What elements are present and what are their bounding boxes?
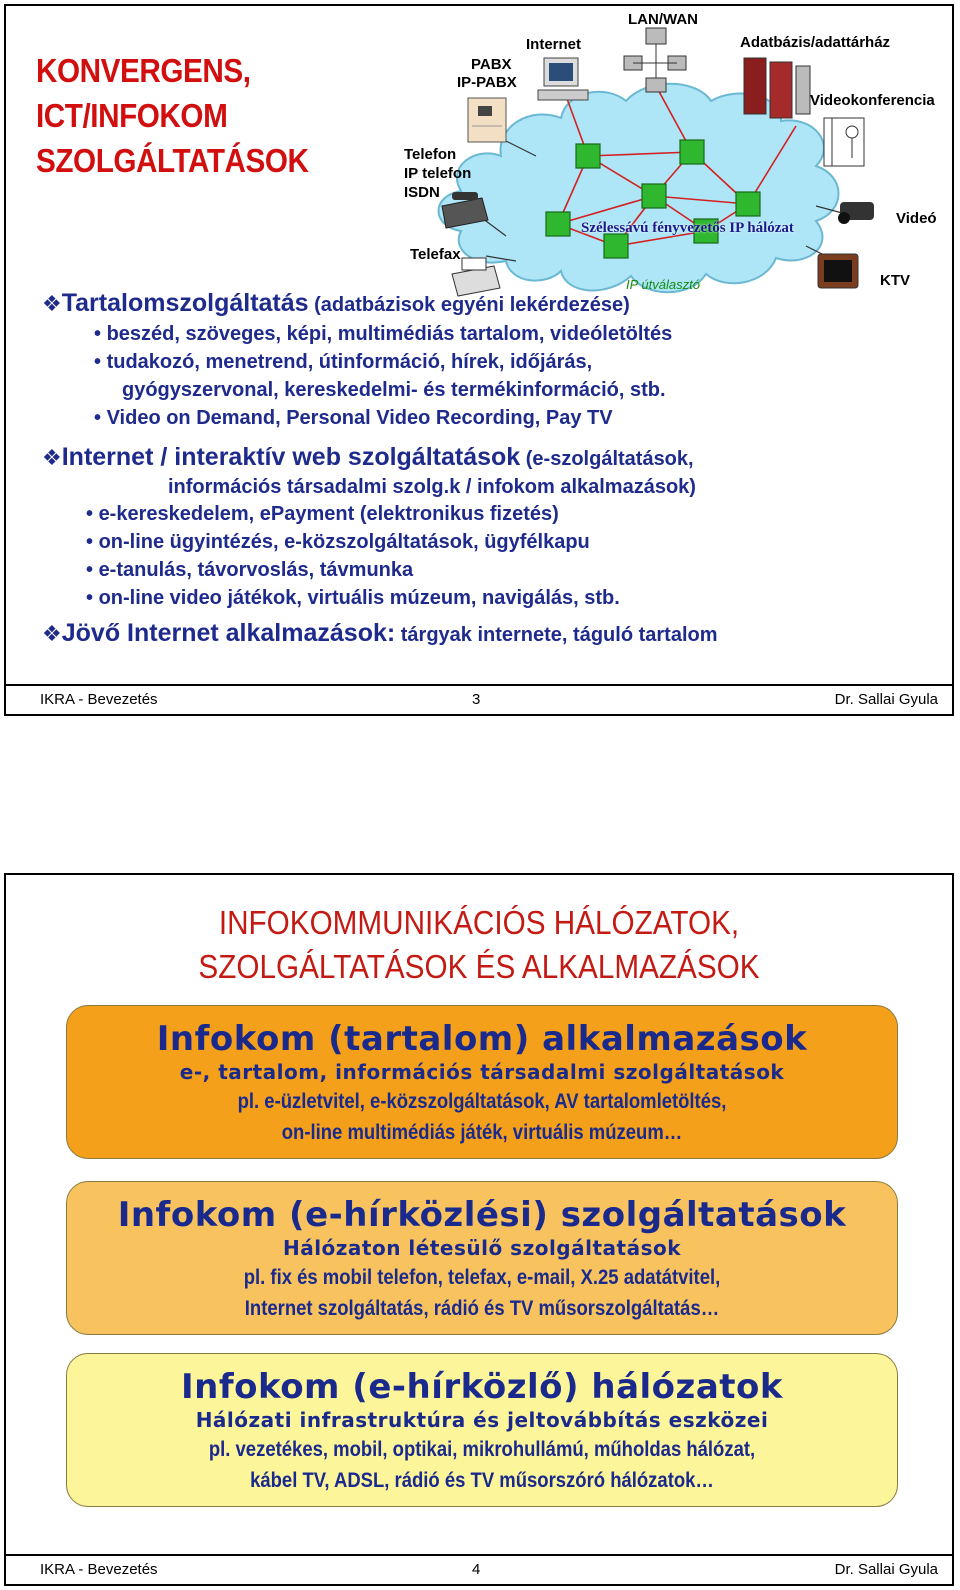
section-heading: Internet / interaktív web szolgáltatások — [61, 443, 521, 471]
ip-pabx-label: IP-PABX — [457, 74, 517, 91]
slide-4 — [4, 873, 954, 1586]
slide-3 — [4, 4, 954, 716]
videoconference-icon — [824, 118, 864, 166]
pabx-label: PABX — [471, 56, 512, 73]
ktv-label: KTV — [880, 272, 910, 289]
tv-icon — [818, 254, 858, 288]
box-line: pl. vezetékes, mobil, optikai, mikrohullámú, műholdas hálózat, — [208, 1438, 756, 1461]
database-label: Adatbázis/adattárház — [740, 34, 891, 51]
isdn-label: ISDN — [404, 184, 440, 201]
router-node — [546, 212, 570, 236]
diamond-bullet-icon: ❖ — [42, 291, 62, 316]
box-title: Infokom (e-hírközlési) szolgáltatások — [117, 1195, 847, 1235]
videoconference-label: Videokonferencia — [810, 92, 935, 109]
router-node — [736, 192, 760, 216]
slide-title — [53, 901, 904, 989]
box-title: Infokom (e-hírközlő) hálózatok — [180, 1367, 783, 1407]
section-heading-continuation: információs társadalmi szolg.k / infokom alkalmazások) — [168, 476, 696, 498]
footer-author: Dr. Sallai Gyula — [834, 1561, 938, 1578]
box-line: on-line multimédiás játék, virtuális múzeum… — [281, 1121, 683, 1144]
title-line-3: SZOLGÁLTATÁSOK — [36, 142, 309, 179]
ip-router-label: IP útválasztó — [626, 277, 700, 292]
title-line-1: INFOKOMMUNIKÁCIÓS HÁLÓZATOK, — [218, 904, 740, 941]
slide-footer — [6, 684, 952, 714]
video-label: Videó — [896, 210, 937, 227]
box-services — [66, 1181, 898, 1335]
router-node — [604, 234, 628, 258]
box-title: Infokom (tartalom) alkalmazások — [156, 1019, 808, 1059]
section-note: (e-szolgáltatások, — [520, 448, 694, 470]
box-subtitle: e-, tartalom, információs társadalmi szolgáltatások — [179, 1060, 785, 1084]
title-line-2: SZOLGÁLTATÁSOK ÉS ALKALMAZÁSOK — [198, 948, 760, 985]
box-line: kábel TV, ADSL, rádió és TV műsorszóró hálózatok… — [250, 1469, 714, 1492]
list-item: • on-line video játékok, virtuális múzeum, navigálás, stb. — [86, 587, 620, 609]
section-future-internet — [42, 618, 932, 650]
router-node — [576, 144, 600, 168]
section-heading: Tartalomszolgáltatás — [61, 289, 309, 317]
pabx-icon — [468, 98, 506, 142]
footer-course: IKRA - Bevezetés — [40, 1561, 158, 1578]
computer-icon — [538, 58, 588, 100]
box-line: pl. fix és mobil telefon, telefax, e-mail, X.25 adatátvitel, — [243, 1266, 721, 1289]
list-item-continuation: gyógyszervonal, kereskedelmi- és termékinformáció, stb. — [122, 379, 666, 401]
footer-page-number: 4 — [472, 1561, 481, 1578]
box-applications — [66, 1005, 898, 1159]
router-node — [680, 140, 704, 164]
video-camera-icon — [838, 202, 874, 224]
footer-author: Dr. Sallai Gyula — [834, 691, 938, 708]
router-node — [642, 184, 666, 208]
box-line: Internet szolgáltatás, rádió és TV műsorszolgáltatás… — [244, 1297, 720, 1320]
list-item: • tudakozó, menetrend, útinformáció, hírek, időjárás, — [94, 351, 593, 373]
box-line: pl. e-üzletvitel, e-közszolgáltatások, AV tartalomletöltés, — [237, 1090, 727, 1113]
telefax-label: Telefax — [410, 246, 461, 263]
list-item: • e-kereskedelem, ePayment (elektronikus fizetés) — [86, 503, 559, 525]
network-label: Szélessávú fényvezetős IP hálózat — [581, 220, 794, 236]
list-item: • Video on Demand, Personal Video Recording, Pay TV — [94, 407, 613, 429]
lan-wan-label: LAN/WAN — [628, 11, 698, 28]
section-note: (adatbázisok egyéni lekérdezése) — [308, 294, 630, 316]
box-subtitle: Hálózaton létesülő szolgáltatások — [282, 1236, 682, 1260]
section-internet-services — [42, 442, 932, 474]
section-note: tárgyak internete, táguló tartalom — [395, 624, 718, 646]
diamond-bullet-icon: ❖ — [42, 621, 62, 646]
lan-icon — [624, 28, 686, 92]
database-server-icon — [744, 58, 810, 118]
ip-telefon-label: IP telefon — [404, 165, 472, 182]
telefon-label: Telefon — [404, 146, 457, 163]
title-line-2: ICT/INFOKOM — [36, 97, 228, 134]
list-item: • on-line ügyintézés, e-közszolgáltatások, ügyfélkapu — [86, 531, 590, 553]
slide-body — [42, 288, 932, 650]
footer-page-number: 3 — [472, 691, 481, 708]
title-line-1: KONVERGENS, — [36, 52, 251, 89]
section-content-services — [42, 288, 932, 320]
internet-label: Internet — [526, 36, 582, 53]
diamond-bullet-icon: ❖ — [42, 445, 62, 470]
footer-course: IKRA - Bevezetés — [40, 691, 158, 708]
box-subtitle: Hálózati infrastruktúra és jeltovábbítás eszközei — [195, 1408, 769, 1432]
box-networks — [66, 1353, 898, 1507]
list-item: • beszéd, szöveges, képi, multimédiás tartalom, videóletöltés — [94, 323, 673, 345]
section-heading: Jövő Internet alkalmazások: — [61, 619, 396, 647]
slide-footer — [6, 1554, 952, 1584]
list-item: • e-tanulás, távorvoslás, távmunka — [86, 559, 414, 581]
